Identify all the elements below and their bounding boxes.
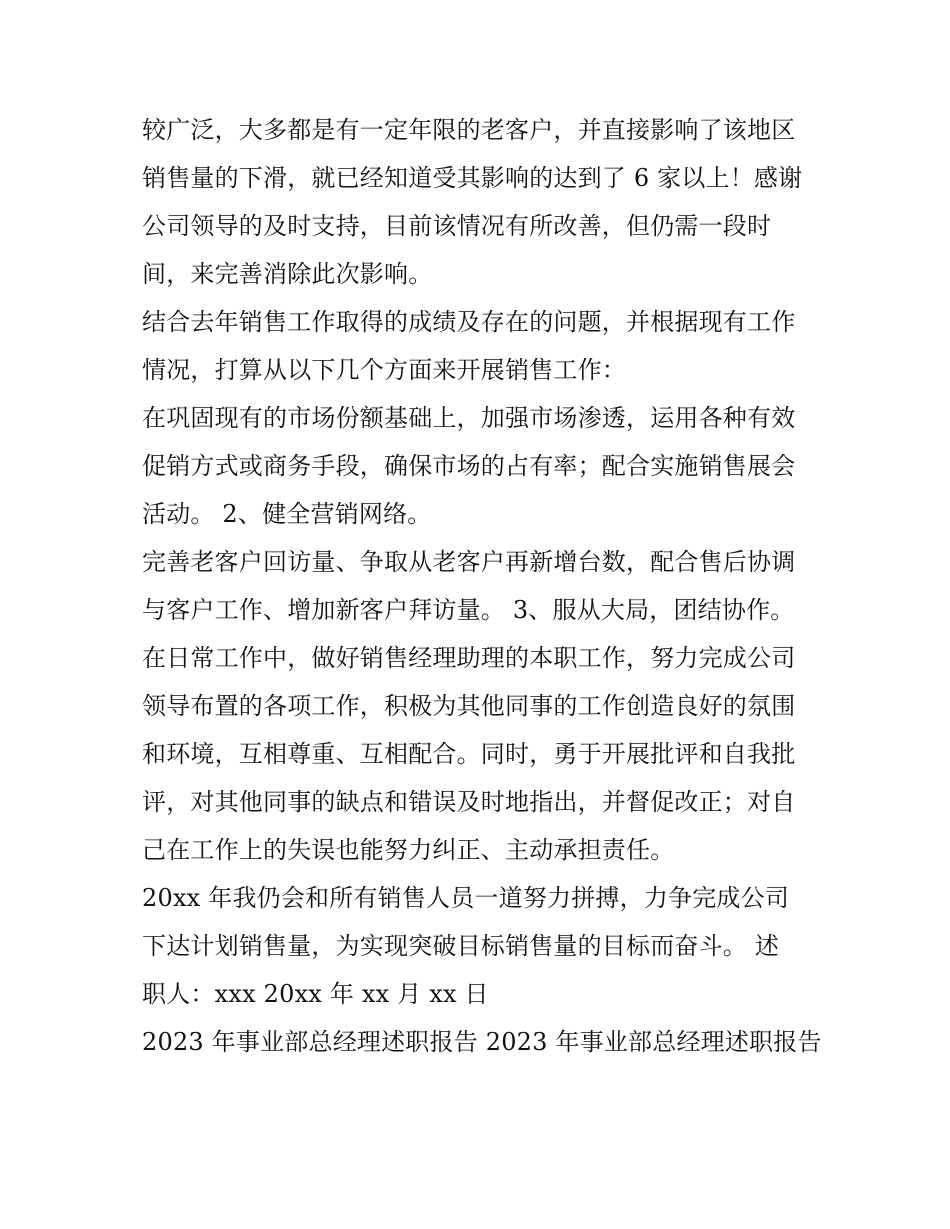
text-line: 职人：xxx 20xx 年 xx 月 xx 日 [142, 980, 489, 1008]
document-body [142, 106, 822, 1066]
text-line: 在日常工作中，做好销售经理助理的本职工作，努力完成公司 [142, 644, 796, 672]
text-line: 完善老客户回访量、争取从老客户再新增台数，配合售后协调 [142, 548, 796, 576]
text-line: 领导布置的各项工作，积极为其他同事的工作创造良好的氛围 [142, 692, 796, 720]
text-line: 下达计划销售量，为实现突破目标销售量的目标而奋斗。 述 [142, 932, 780, 960]
text-line: 在巩固现有的市场份额基础上，加强市场渗透，运用各种有效 [142, 404, 796, 432]
text-line: 间，来完善消除此次影响。 [142, 260, 433, 288]
text-line: 2023 年事业部总经理述职报告 2023 年事业部总经理述职报告 [142, 1028, 822, 1056]
text-line: 活动。 2、健全营销网络。 [142, 500, 432, 528]
text-line: 结合去年销售工作取得的成绩及存在的问题，并根据现有工作 [142, 308, 796, 336]
text-line: 促销方式或商务手段，确保市场的占有率；配合实施销售展会 [142, 452, 796, 480]
text-line: 公司领导的及时支持，目前该情况有所改善，但仍需一段时 [142, 212, 772, 240]
text-line: 20xx 年我仍会和所有销售人员一道努力拼搏，力争完成公司 [142, 884, 790, 912]
text-line: 评，对其他同事的缺点和错误及时地指出，并督促改正；对自 [142, 788, 796, 816]
text-line: 与客户工作、增加新客户拜访量。 3、服从大局，团结协作。 [142, 596, 795, 624]
text-line: 情况，打算从以下几个方面来开展销售工作： [142, 356, 626, 384]
text-line: 己在工作上的失误也能努力纠正、主动承担责任。 [142, 836, 675, 864]
text-line: 和环境，互相尊重、互相配合。同时，勇于开展批评和自我批 [142, 740, 796, 768]
text-line: 销售量的下滑，就已经知道受其影响的达到了 6 家以上！感谢 [142, 164, 803, 192]
text-line: 较广泛，大多都是有一定年限的老客户，并直接影响了该地区 [142, 116, 796, 144]
